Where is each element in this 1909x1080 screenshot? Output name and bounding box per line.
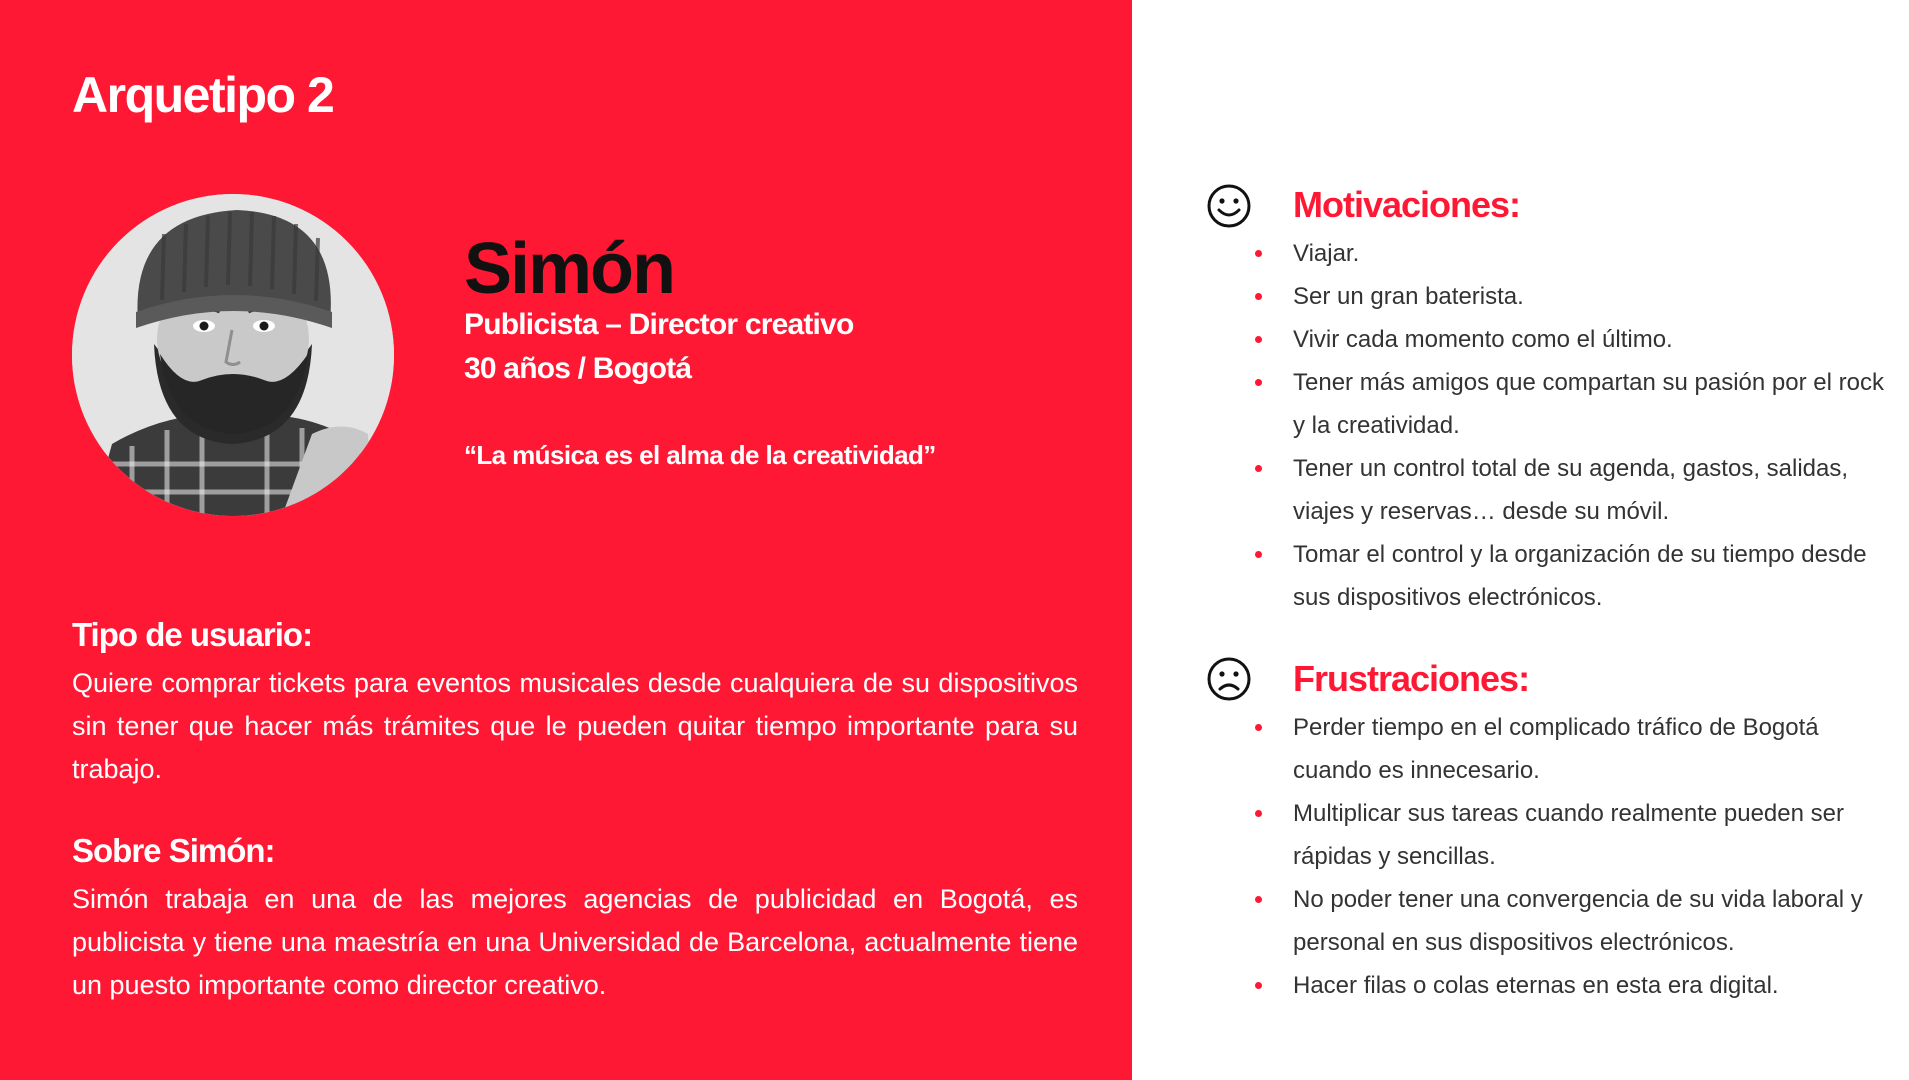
list-item-text: Vivir cada momento como el último. [1293, 326, 1673, 353]
list-item-text: Ser un gran baterista. [1293, 283, 1524, 310]
list-item-text: Tener más amigos que compartan su pasión por el rock y la creatividad. [1293, 369, 1884, 439]
list-item-text: Viajar. [1293, 240, 1360, 267]
list-item-text: Multiplicar sus tareas cuando realmente pueden ser rápidas y sencillas. [1293, 800, 1844, 870]
sad-face-icon [1206, 656, 1252, 702]
list-item [1254, 792, 1894, 878]
persona-avatar [72, 194, 394, 516]
list-item [1254, 706, 1894, 792]
bullet-dot-icon [1255, 250, 1262, 257]
bullet-dot-icon [1255, 810, 1262, 817]
list-item-text: Tomar el control y la organización de su tiempo desde sus dispositivos electrónicos. [1293, 541, 1867, 611]
slide-title: Arquetipo 2 [72, 67, 334, 123]
user-type-description: Quiere comprar tickets para eventos musicales desde cualquiera de su dispositivos sin tener que hacer más trámites que le pueden quitar tiempo importante para su trabajo. [72, 668, 1078, 784]
user-type-heading: Tipo de usuario: [72, 616, 313, 653]
about-description: Simón trabaja en una de las mejores agencias de publicidad en Bogotá, es publicista y tiene una maestría en una Universidad de Barcelona, actualmente tiene un puesto importante como director creativo. [72, 884, 1078, 1000]
list-item [1254, 447, 1894, 533]
bullet-dot-icon [1255, 293, 1262, 300]
list-item [1254, 361, 1894, 447]
list-item [1254, 232, 1894, 275]
list-item [1254, 964, 1894, 1007]
bullet-dot-icon [1255, 336, 1262, 343]
about-heading: Sobre Simón: [72, 832, 275, 869]
list-item [1254, 275, 1894, 318]
bullet-dot-icon [1255, 379, 1262, 386]
persona-role: Publicista – Director creativo [464, 308, 854, 341]
list-item-text: Hacer filas o colas eternas en esta era digital. [1293, 972, 1779, 999]
list-item-text: Perder tiempo en el complicado tráfico de Bogotá cuando es innecesario. [1293, 714, 1819, 784]
persona-age-location: 30 años / Bogotá [464, 352, 692, 385]
motivations-list [1254, 232, 1894, 619]
frustrations-heading: Frustraciones: [1293, 658, 1530, 699]
frustrations-list [1254, 706, 1894, 1007]
list-item [1254, 878, 1894, 964]
persona-quote: “La música es el alma de la creatividad” [464, 440, 936, 470]
list-item-text: Tener un control total de su agenda, gastos, salidas, viajes y reservas… desde su móvil. [1293, 455, 1849, 525]
bullet-dot-icon [1255, 724, 1262, 731]
bullet-dot-icon [1255, 982, 1262, 989]
bullet-dot-icon [1255, 896, 1262, 903]
persona-name: Simón [464, 229, 675, 309]
list-item [1254, 533, 1894, 619]
motivations-heading: Motivaciones: [1293, 184, 1521, 225]
bullet-dot-icon [1255, 551, 1262, 558]
list-item [1254, 318, 1894, 361]
list-item-text: No poder tener una convergencia de su vida laboral y personal en sus dispositivos electrónicos. [1293, 886, 1863, 956]
persona-photo-illustration [72, 194, 394, 516]
smiley-face-icon [1206, 183, 1252, 229]
bullet-dot-icon [1255, 465, 1262, 472]
